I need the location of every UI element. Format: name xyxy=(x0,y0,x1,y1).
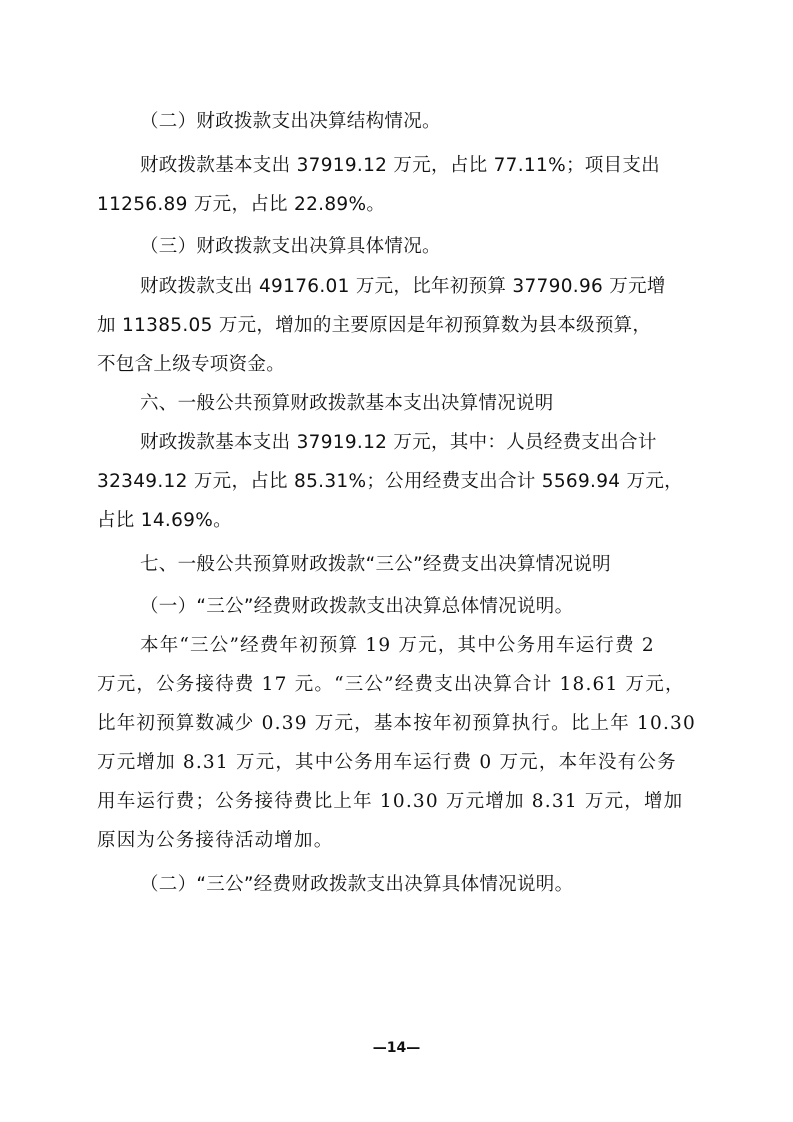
heading-detail: （三）财政拨款支出决算具体情况。 xyxy=(140,236,441,257)
heading-overall: （一）“三公”经费财政拨款支出决算总体情况说明。 xyxy=(140,596,574,617)
paragraph-line: 11256.89 万元，占比 22.89%。 xyxy=(97,194,386,215)
paragraph-line: 万元，公务接待费 17 元。“三公”经费支出决算合计 18.61 万元， xyxy=(97,674,685,695)
paragraph-line: 加 11385.05 万元，增加的主要原因是年初预算数为县本级预算， xyxy=(97,315,652,336)
heading-specific: （二）“三公”经费财政拨款支出决算具体情况说明。 xyxy=(140,874,574,895)
paragraph-line: 32349.12 万元，占比 85.31%；公用经费支出合计 5569.94 万元， xyxy=(97,471,683,492)
paragraph-line: 财政拨款基本支出 37919.12 万元，占比 77.11%；项目支出 xyxy=(140,155,660,176)
paragraph-line: 占比 14.69%。 xyxy=(97,510,232,531)
paragraph-line: 用车运行费；公务接待费比上年 10.30 万元增加 8.31 万元，增加 xyxy=(97,791,684,812)
section-heading-seven: 七、一般公共预算财政拨款“三公”经费支出决算情况说明 xyxy=(140,554,611,575)
paragraph-line: 不包含上级专项资金。 xyxy=(97,354,286,375)
page-number: —14— xyxy=(372,1040,421,1056)
paragraph-line: 财政拨款支出 49176.01 万元，比年初预算 37790.96 万元增 xyxy=(140,276,666,297)
section-heading-six: 六、一般公共预算财政拨款基本支出决算情况说明 xyxy=(140,393,554,414)
paragraph-line: 财政拨款基本支出 37919.12 万元，其中：人员经费支出合计 xyxy=(140,432,657,453)
paragraph-line: 万元增加 8.31 万元，其中公务用车运行费 0 万元，本年没有公务 xyxy=(97,752,677,773)
paragraph-line: 本年“三公”经费年初预算 19 万元，其中公务用车运行费 2 xyxy=(140,635,655,656)
paragraph-line: 比年初预算数减少 0.39 万元，基本按年初预算执行。比上年 10.30 xyxy=(97,713,696,734)
heading-structure: （二）财政拨款支出决算结构情况。 xyxy=(140,111,441,132)
paragraph-line: 原因为公务接待活动增加。 xyxy=(97,830,334,851)
